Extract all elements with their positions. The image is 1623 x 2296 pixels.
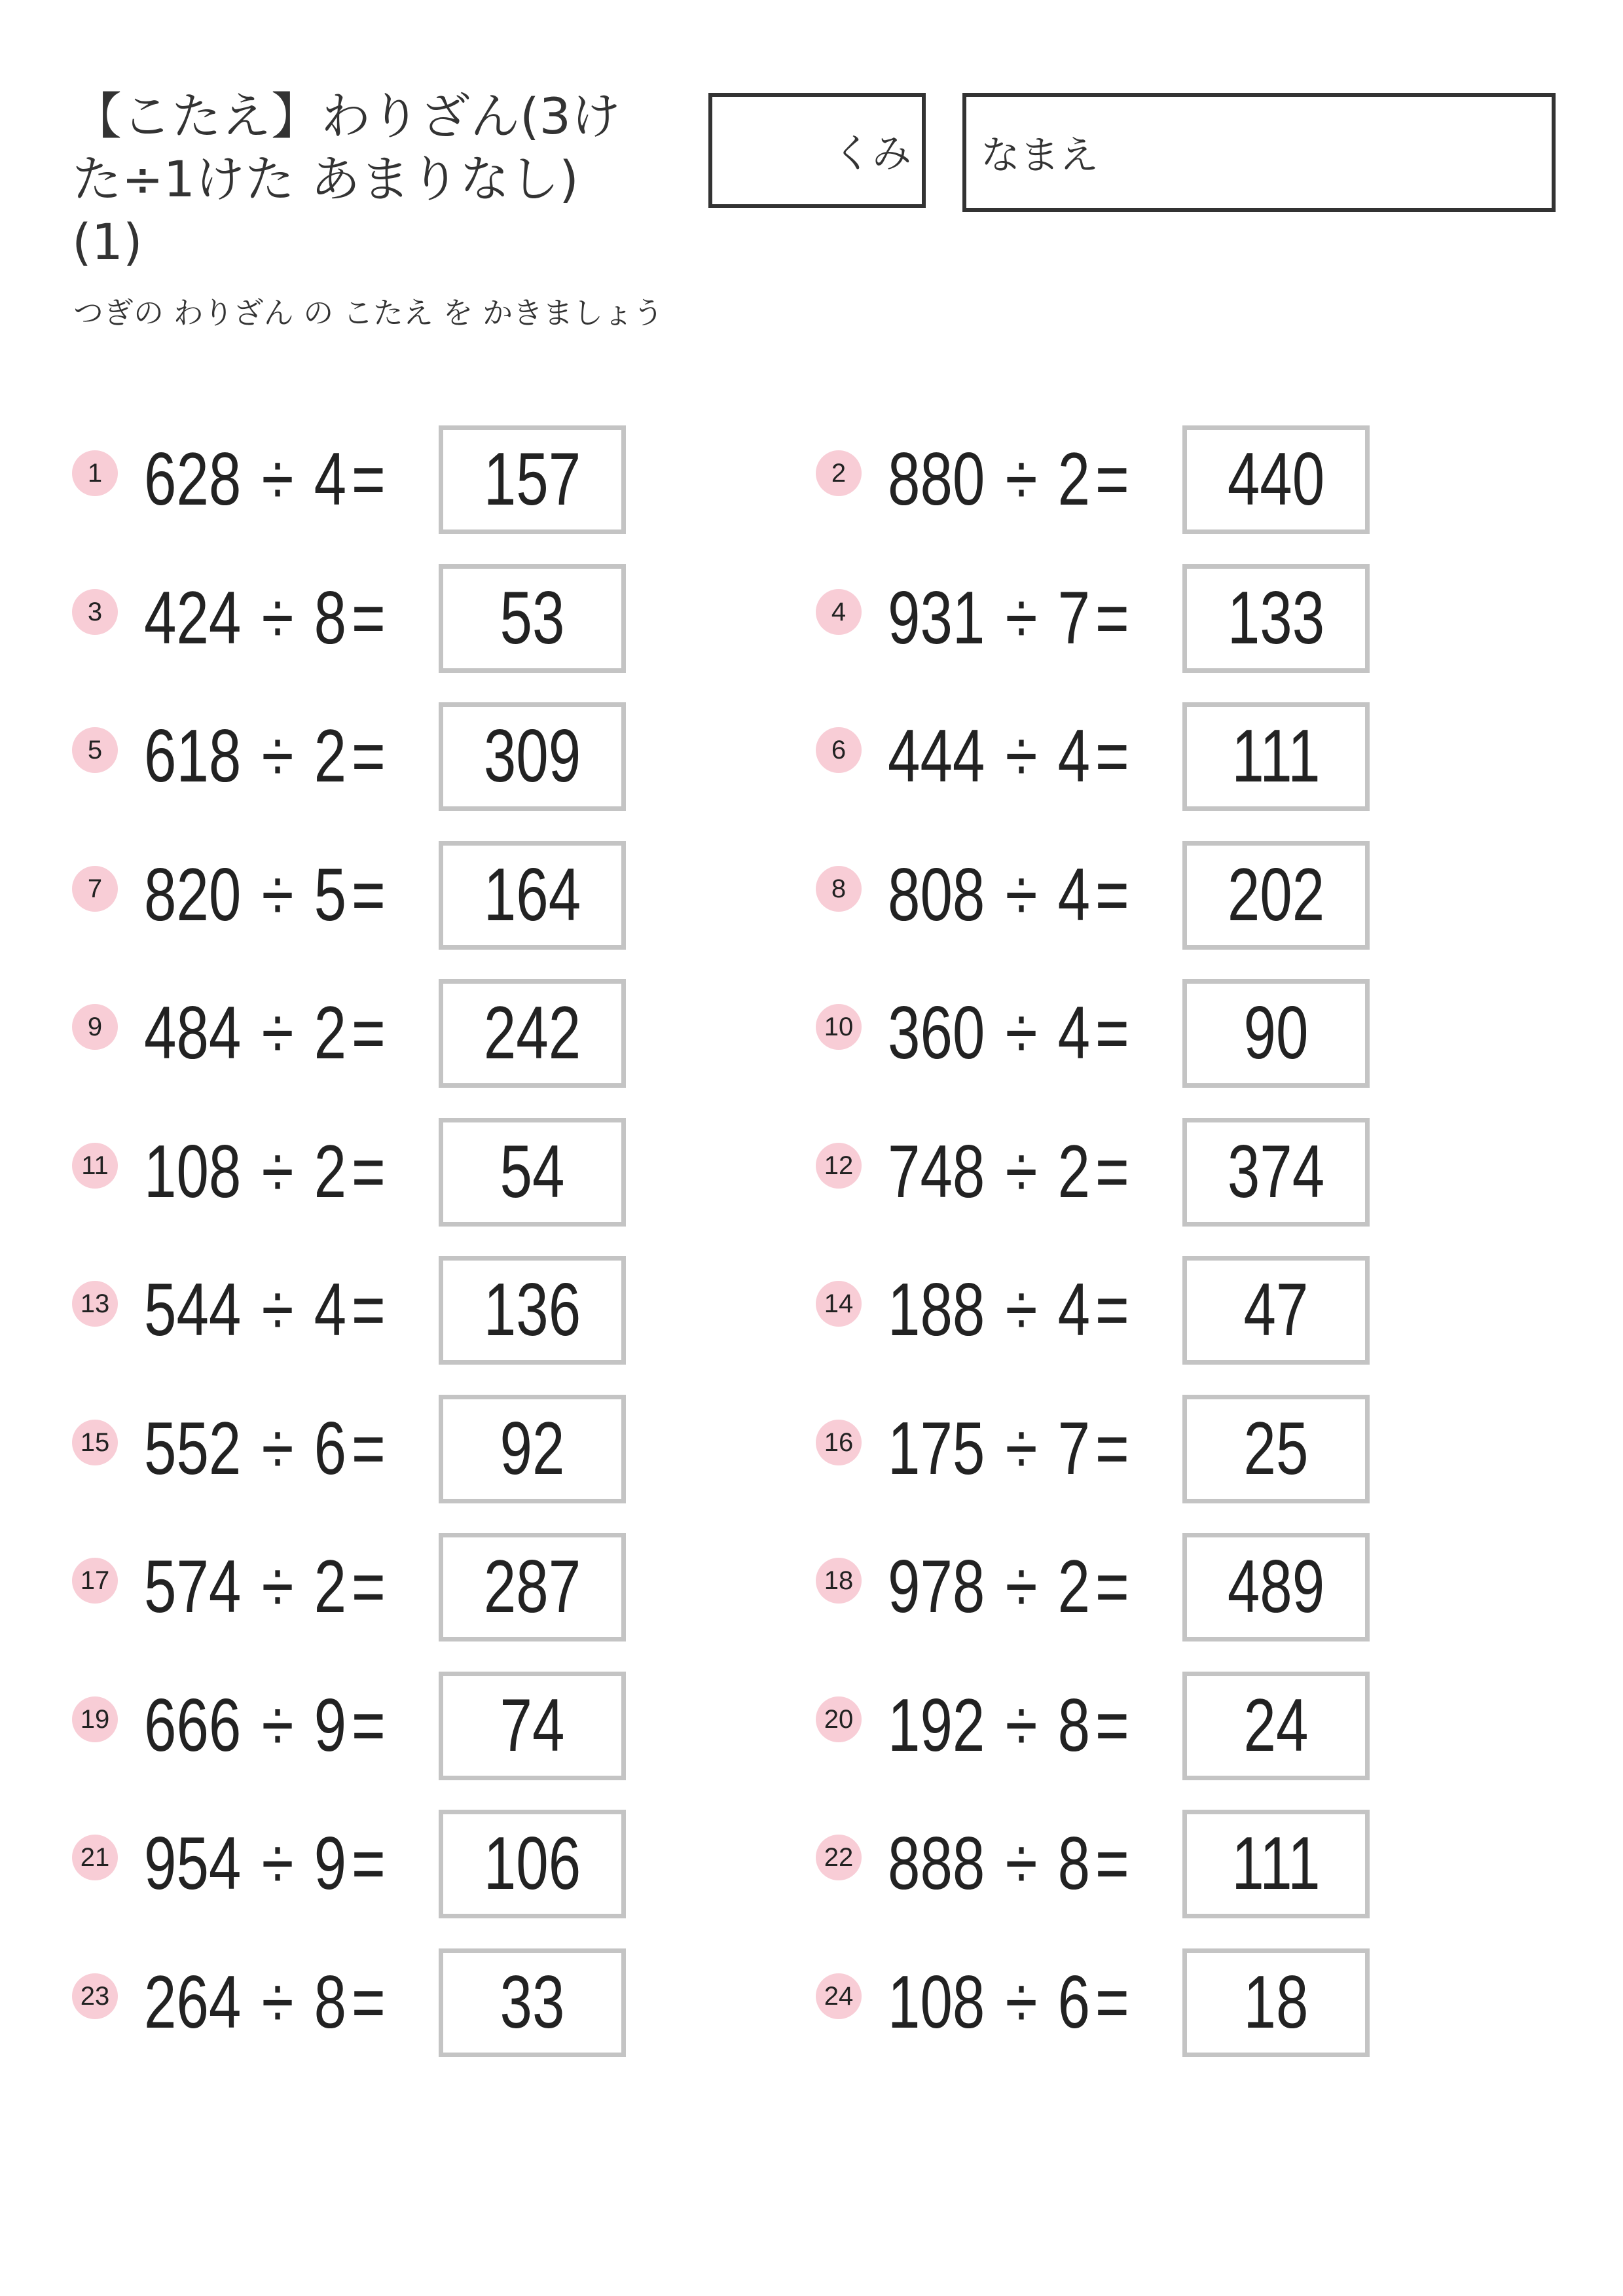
answer-box[interactable] [439, 1948, 626, 2057]
equals-sign: = [351, 1268, 386, 1352]
answer-value: 242 [483, 992, 581, 1075]
equals-sign: = [1095, 853, 1129, 937]
dividend: 360 [888, 992, 985, 1075]
dividend: 444 [888, 715, 985, 798]
divisor: 4 [1057, 853, 1091, 937]
problem-expression [888, 564, 1129, 673]
problem-number-badge: 22 [816, 1835, 862, 1880]
dividend: 108 [888, 1961, 985, 2044]
answer-box[interactable] [1182, 1256, 1370, 1365]
problem-expression [144, 979, 386, 1088]
answer-box[interactable] [1182, 702, 1370, 811]
problem-number-badge: 4 [816, 589, 862, 635]
problem-item [816, 1118, 1470, 1227]
equals-sign: = [351, 438, 386, 521]
problem-item [816, 979, 1470, 1088]
answer-value: 111 [1231, 715, 1321, 798]
division-sign: ÷ [1005, 1545, 1038, 1628]
problem-expression [144, 1533, 386, 1641]
answer-box[interactable] [439, 1672, 626, 1780]
divisor: 6 [1057, 1961, 1091, 2044]
answer-value: 136 [483, 1268, 581, 1352]
problem-item [72, 841, 727, 950]
problem-expression [144, 1672, 386, 1780]
problem-number-badge: 23 [72, 1973, 118, 2019]
problem-item [816, 1672, 1470, 1780]
division-sign: ÷ [261, 992, 294, 1075]
problem-item [72, 1118, 727, 1227]
problem-item [72, 425, 727, 534]
title-line-3: (1) [72, 213, 143, 271]
dividend: 484 [144, 992, 242, 1075]
problem-item [816, 564, 1470, 673]
equals-sign: = [351, 1961, 386, 2044]
equals-sign: = [1095, 1822, 1129, 1905]
divisor: 2 [314, 1130, 347, 1213]
division-sign: ÷ [261, 1961, 294, 2044]
answer-value: 92 [500, 1407, 565, 1490]
divisor: 2 [314, 1545, 347, 1628]
problem-number-badge: 12 [816, 1143, 862, 1189]
problem-number-badge: 11 [72, 1143, 118, 1189]
answer-box[interactable] [1182, 1395, 1370, 1503]
title-line-1: 【こたえ】わりざん(3け [72, 87, 621, 145]
division-sign: ÷ [1005, 1268, 1038, 1352]
answer-value: 287 [483, 1545, 581, 1628]
problem-number-badge: 18 [816, 1558, 862, 1604]
problem-expression [888, 1948, 1129, 2057]
divisor: 2 [314, 992, 347, 1075]
worksheet-title [72, 85, 661, 274]
division-sign: ÷ [261, 853, 294, 937]
divisor: 2 [314, 715, 347, 798]
dividend: 666 [144, 1684, 242, 1767]
problem-item [816, 702, 1470, 811]
problem-number-badge: 14 [816, 1281, 862, 1327]
answer-value: 157 [483, 438, 581, 521]
division-sign: ÷ [261, 1268, 294, 1352]
answer-value: 53 [500, 577, 565, 660]
answer-box[interactable] [1182, 1533, 1370, 1641]
equals-sign: = [1095, 715, 1129, 798]
equals-sign: = [351, 715, 386, 798]
title-line-2: た÷1けた あまりなし) [72, 150, 579, 208]
division-sign: ÷ [1005, 1130, 1038, 1213]
answer-value: 111 [1231, 1822, 1321, 1905]
problem-number-badge: 2 [816, 450, 862, 496]
problem-item [72, 702, 727, 811]
answer-box[interactable] [439, 979, 626, 1088]
dividend: 108 [144, 1130, 242, 1213]
name-label: なまえ [981, 133, 1099, 179]
equals-sign: = [1095, 1407, 1129, 1490]
problem-number-badge: 17 [72, 1558, 118, 1604]
answer-value: 164 [483, 853, 581, 937]
division-sign: ÷ [1005, 1684, 1038, 1767]
divisor: 2 [1057, 438, 1091, 521]
answer-value: 374 [1227, 1130, 1325, 1213]
answer-box[interactable] [1182, 979, 1370, 1088]
problem-expression [888, 1533, 1129, 1641]
answer-value: 33 [500, 1961, 565, 2044]
answer-box[interactable] [1182, 425, 1370, 534]
dividend: 424 [144, 577, 242, 660]
dividend: 954 [144, 1822, 242, 1905]
equals-sign: = [1095, 438, 1129, 521]
divisor: 2 [1057, 1130, 1091, 1213]
answer-value: 24 [1243, 1684, 1309, 1767]
division-sign: ÷ [1005, 577, 1038, 660]
answer-box[interactable] [439, 1256, 626, 1365]
problem-item [816, 1256, 1470, 1365]
problem-item [72, 1533, 727, 1641]
answer-box[interactable] [439, 1118, 626, 1227]
problem-expression [144, 1118, 386, 1227]
divisor: 4 [314, 438, 347, 521]
answer-value: 90 [1243, 992, 1309, 1075]
dividend: 552 [144, 1407, 242, 1490]
problem-item [72, 1672, 727, 1780]
answer-value: 47 [1243, 1268, 1309, 1352]
problem-number-badge: 6 [816, 727, 862, 773]
problem-expression [144, 1395, 386, 1503]
equals-sign: = [351, 1684, 386, 1767]
equals-sign: = [351, 853, 386, 937]
problem-number-badge: 7 [72, 866, 118, 912]
problem-number-badge: 10 [816, 1004, 862, 1050]
dividend: 628 [144, 438, 242, 521]
problem-expression [888, 1118, 1129, 1227]
answer-box[interactable] [1182, 1948, 1370, 2057]
class-label: くみ [833, 131, 911, 177]
dividend: 574 [144, 1545, 242, 1628]
equals-sign: = [351, 992, 386, 1075]
problem-item [816, 1948, 1470, 2057]
divisor: 9 [314, 1822, 347, 1905]
dividend: 978 [888, 1545, 985, 1628]
answer-value: 25 [1243, 1407, 1309, 1490]
answer-box[interactable] [439, 425, 626, 534]
equals-sign: = [1095, 992, 1129, 1075]
answer-box[interactable] [1182, 841, 1370, 950]
divisor: 4 [314, 1268, 347, 1352]
divisor: 8 [1057, 1684, 1091, 1767]
answer-value: 309 [483, 715, 581, 798]
divisor: 8 [314, 1961, 347, 2044]
problem-expression [144, 564, 386, 673]
problem-item [72, 564, 727, 673]
problem-expression [888, 702, 1129, 811]
division-sign: ÷ [261, 1684, 294, 1767]
answer-box[interactable] [439, 1810, 626, 1918]
problem-expression [888, 425, 1129, 534]
problem-expression [888, 1395, 1129, 1503]
equals-sign: = [1095, 1684, 1129, 1767]
answer-value: 54 [500, 1130, 565, 1213]
problem-number-badge: 21 [72, 1835, 118, 1880]
problem-item [816, 1533, 1470, 1641]
dividend: 888 [888, 1822, 985, 1905]
division-sign: ÷ [261, 438, 294, 521]
division-sign: ÷ [1005, 853, 1038, 937]
problem-expression [888, 979, 1129, 1088]
equals-sign: = [351, 1407, 386, 1490]
division-sign: ÷ [261, 1407, 294, 1490]
problem-expression [888, 1256, 1129, 1365]
problem-expression [144, 425, 386, 534]
equals-sign: = [1095, 1268, 1129, 1352]
equals-sign: = [351, 1130, 386, 1213]
answer-box[interactable] [1182, 1118, 1370, 1227]
division-sign: ÷ [1005, 438, 1038, 521]
problem-item [72, 1948, 727, 2057]
answer-value: 489 [1227, 1545, 1325, 1628]
answer-box[interactable] [439, 841, 626, 950]
answer-box[interactable] [439, 564, 626, 673]
division-sign: ÷ [261, 1130, 294, 1213]
divisor: 2 [1057, 1545, 1091, 1628]
divisor: 4 [1057, 715, 1091, 798]
dividend: 175 [888, 1407, 985, 1490]
problem-number-badge: 3 [72, 589, 118, 635]
dividend: 544 [144, 1268, 242, 1352]
equals-sign: = [1095, 577, 1129, 660]
answer-value: 133 [1227, 577, 1325, 660]
division-sign: ÷ [261, 715, 294, 798]
problem-expression [144, 1948, 386, 2057]
problem-number-badge: 8 [816, 866, 862, 912]
division-sign: ÷ [1005, 1407, 1038, 1490]
division-sign: ÷ [1005, 992, 1038, 1075]
problem-number-badge: 19 [72, 1696, 118, 1742]
divisor: 4 [1057, 992, 1091, 1075]
problem-expression [888, 1810, 1129, 1918]
division-sign: ÷ [1005, 1961, 1038, 2044]
problem-item [72, 1810, 727, 1918]
dividend: 192 [888, 1684, 985, 1767]
answer-box[interactable] [1182, 564, 1370, 673]
dividend: 820 [144, 853, 242, 937]
problem-number-badge: 13 [72, 1281, 118, 1327]
problem-item [816, 1810, 1470, 1918]
dividend: 264 [144, 1961, 242, 2044]
answer-value: 18 [1243, 1961, 1309, 2044]
problem-number-badge: 1 [72, 450, 118, 496]
dividend: 188 [888, 1268, 985, 1352]
answer-box[interactable] [1182, 1672, 1370, 1780]
answer-value: 440 [1227, 438, 1325, 521]
problem-item [72, 1256, 727, 1365]
answer-value: 74 [500, 1684, 565, 1767]
dividend: 748 [888, 1130, 985, 1213]
problem-number-badge: 20 [816, 1696, 862, 1742]
problem-number-badge: 5 [72, 727, 118, 773]
answer-box[interactable] [439, 1395, 626, 1503]
answer-value: 106 [483, 1822, 581, 1905]
problem-expression [888, 1672, 1129, 1780]
name-field[interactable] [962, 93, 1556, 212]
problem-number-badge: 15 [72, 1420, 118, 1465]
problem-expression [144, 1810, 386, 1918]
equals-sign: = [351, 1545, 386, 1628]
divisor: 8 [1057, 1822, 1091, 1905]
answer-box[interactable] [1182, 1810, 1370, 1918]
equals-sign: = [351, 1822, 386, 1905]
divisor: 7 [1057, 1407, 1091, 1490]
division-sign: ÷ [261, 577, 294, 660]
problem-item [816, 1395, 1470, 1503]
divisor: 7 [1057, 577, 1091, 660]
problem-number-badge: 16 [816, 1420, 862, 1465]
dividend: 618 [144, 715, 242, 798]
divisor: 6 [314, 1407, 347, 1490]
problem-item [816, 841, 1470, 950]
dividend: 931 [888, 577, 985, 660]
division-sign: ÷ [1005, 1822, 1038, 1905]
class-field[interactable] [708, 93, 926, 208]
division-sign: ÷ [261, 1545, 294, 1628]
divisor: 5 [314, 853, 347, 937]
answer-value: 202 [1227, 853, 1325, 937]
problem-item [816, 425, 1470, 534]
answer-box[interactable] [439, 702, 626, 811]
instruction-text: つぎの わりざん の こたえ を かきましょう [73, 295, 664, 331]
equals-sign: = [351, 577, 386, 660]
division-sign: ÷ [261, 1822, 294, 1905]
answer-box[interactable] [439, 1533, 626, 1641]
problem-number-badge: 24 [816, 1973, 862, 2019]
dividend: 808 [888, 853, 985, 937]
problem-expression [144, 841, 386, 950]
problem-item [72, 1395, 727, 1503]
dividend: 880 [888, 438, 985, 521]
equals-sign: = [1095, 1130, 1129, 1213]
equals-sign: = [1095, 1545, 1129, 1628]
problem-number-badge: 9 [72, 1004, 118, 1050]
problem-item [72, 979, 727, 1088]
problem-expression [144, 1256, 386, 1365]
division-sign: ÷ [1005, 715, 1038, 798]
problem-expression [144, 702, 386, 811]
divisor: 4 [1057, 1268, 1091, 1352]
divisor: 8 [314, 577, 347, 660]
divisor: 9 [314, 1684, 347, 1767]
equals-sign: = [1095, 1961, 1129, 2044]
problem-expression [888, 841, 1129, 950]
